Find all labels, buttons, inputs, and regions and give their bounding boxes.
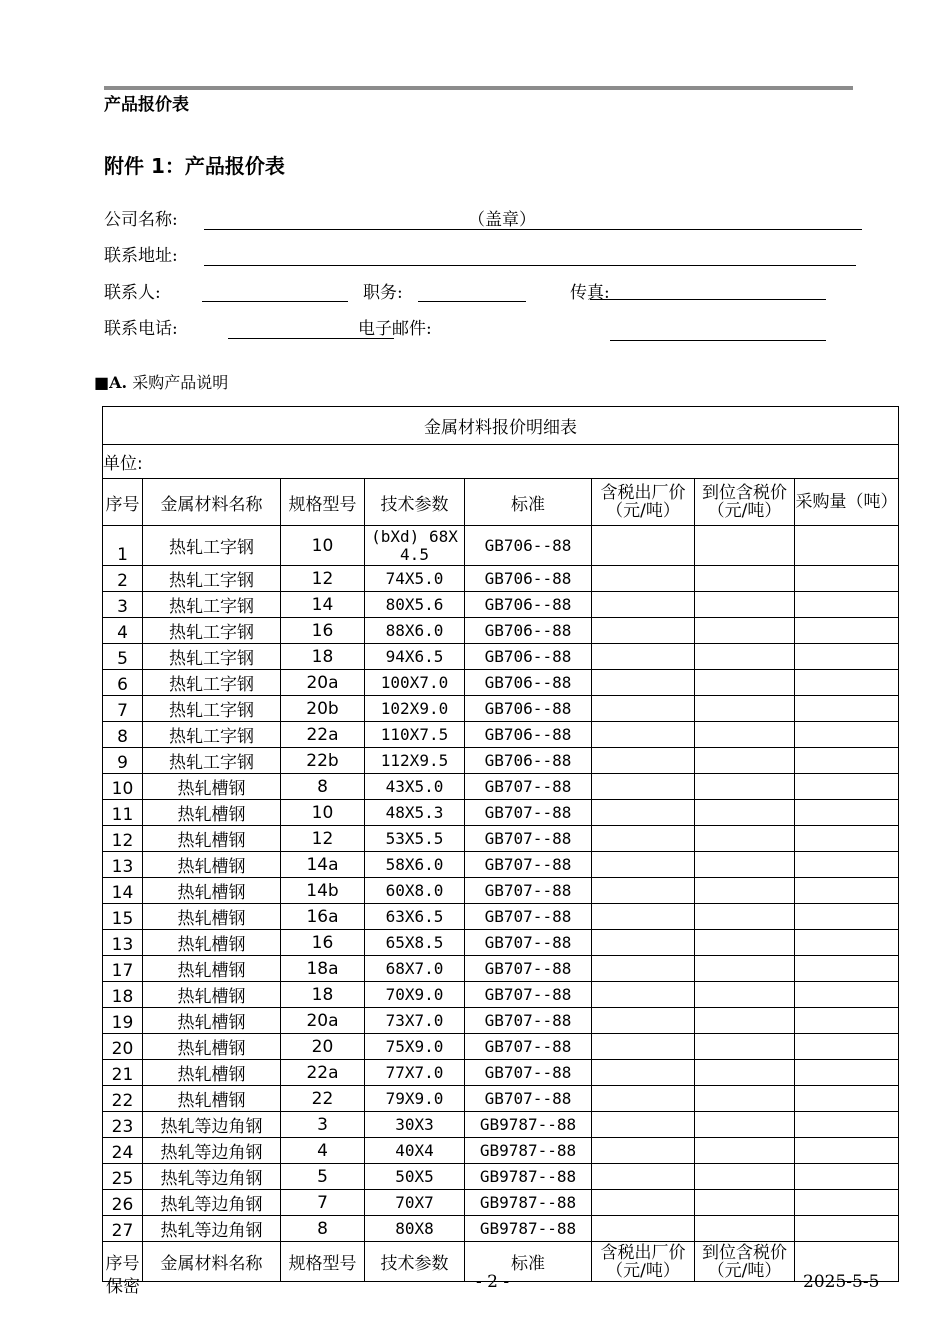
table-header-row (103, 479, 899, 526)
footer-header-material-name: 金属材料名称 (143, 1242, 281, 1282)
row-seq: 3 (103, 592, 143, 618)
table-row (103, 956, 899, 982)
header-delivered-price: 到位含税价（元/吨） (695, 479, 795, 526)
row-factory-price-input[interactable] (592, 670, 695, 696)
row-factory-price-input[interactable] (592, 644, 695, 670)
row-tech-params: 68X7.0 (365, 956, 465, 982)
footer-header-factory-price: 含税出厂价（元/吨） (592, 1242, 695, 1282)
header-quantity: 采购量（吨） (795, 479, 899, 526)
table-row (103, 1164, 899, 1190)
row-standard: GB9787--88 (465, 1138, 592, 1164)
row-spec: 12 (281, 566, 365, 592)
contact-field[interactable] (202, 301, 348, 302)
section-text: 采购产品说明 (132, 373, 229, 392)
row-factory-price-input[interactable] (592, 722, 695, 748)
row-material-name: 热轧工字钢 (143, 566, 281, 592)
footer-page-number: - 2 - (476, 1272, 510, 1292)
row-factory-price-input[interactable] (592, 1008, 695, 1034)
row-standard: GB707--88 (465, 956, 592, 982)
row-material-name: 热轧槽钢 (143, 1008, 281, 1034)
row-spec: 20b (281, 696, 365, 722)
table-row (103, 644, 899, 670)
row-spec: 22a (281, 1060, 365, 1086)
table-row (103, 1112, 899, 1138)
row-material-name: 热轧工字钢 (143, 670, 281, 696)
row-quantity-input[interactable] (795, 566, 899, 592)
row-seq: 25 (103, 1164, 143, 1190)
row-tech-params: 53X5.5 (365, 826, 465, 852)
row-quantity-input[interactable] (795, 1086, 899, 1112)
row-seq: 15 (103, 904, 143, 930)
row-delivered-price-input[interactable] (695, 722, 795, 748)
row-seq: 1 (103, 526, 143, 566)
row-delivered-price-input[interactable] (695, 1112, 795, 1138)
table-row (103, 800, 899, 826)
row-seq: 10 (103, 774, 143, 800)
row-factory-price-input[interactable] (592, 566, 695, 592)
row-factory-price-input[interactable] (592, 1060, 695, 1086)
row-tech-params: 100X7.0 (365, 670, 465, 696)
row-standard: GB706--88 (465, 722, 592, 748)
row-material-name: 热轧等边角钢 (143, 1164, 281, 1190)
row-delivered-price-input[interactable] (695, 618, 795, 644)
row-seq: 6 (103, 670, 143, 696)
table-row (103, 748, 899, 774)
row-quantity-input[interactable] (795, 1008, 899, 1034)
row-seq: 2 (103, 566, 143, 592)
header-tech-params: 技术参数 (365, 479, 465, 526)
row-factory-price-input[interactable] (592, 1086, 695, 1112)
row-standard: GB706--88 (465, 696, 592, 722)
row-quantity-input[interactable] (795, 1190, 899, 1216)
row-quantity-input[interactable] (795, 1034, 899, 1060)
row-tech-params: 79X9.0 (365, 1086, 465, 1112)
row-spec: 22b (281, 748, 365, 774)
row-quantity-input[interactable] (795, 852, 899, 878)
row-delivered-price-input[interactable] (695, 826, 795, 852)
row-seq: 9 (103, 748, 143, 774)
row-standard: GB707--88 (465, 1008, 592, 1034)
row-factory-price-input[interactable] (592, 748, 695, 774)
section-a-heading (94, 370, 228, 393)
row-material-name: 热轧工字钢 (143, 618, 281, 644)
row-tech-params: (bXd) 68X 4.5 (365, 526, 465, 566)
row-material-name: 热轧槽钢 (143, 1086, 281, 1112)
row-factory-price-input[interactable] (592, 904, 695, 930)
row-quantity-input[interactable] (795, 722, 899, 748)
row-delivered-price-input[interactable] (695, 774, 795, 800)
row-factory-price-input[interactable] (592, 1164, 695, 1190)
row-seq: 7 (103, 696, 143, 722)
row-material-name: 热轧槽钢 (143, 852, 281, 878)
row-quantity-input[interactable] (795, 526, 899, 566)
row-material-name: 热轧工字钢 (143, 592, 281, 618)
footer-confidential: 保密 (106, 1277, 140, 1297)
row-delivered-price-input[interactable] (695, 1138, 795, 1164)
row-factory-price-input[interactable] (592, 930, 695, 956)
row-standard: GB706--88 (465, 748, 592, 774)
row-standard: GB707--88 (465, 904, 592, 930)
table-row (103, 826, 899, 852)
row-factory-price-input[interactable] (592, 1138, 695, 1164)
row-seq: 5 (103, 644, 143, 670)
row-quantity-input[interactable] (795, 1216, 899, 1242)
row-quantity-input[interactable] (795, 1112, 899, 1138)
row-standard: GB707--88 (465, 1060, 592, 1086)
header-factory-price: 含税出厂价（元/吨） (592, 479, 695, 526)
row-standard: GB706--88 (465, 526, 592, 566)
row-quantity-input[interactable] (795, 1060, 899, 1086)
row-tech-params: 75X9.0 (365, 1034, 465, 1060)
row-spec: 10 (281, 800, 365, 826)
row-spec: 14 (281, 592, 365, 618)
row-delivered-price-input[interactable] (695, 852, 795, 878)
row-tech-params: 40X4 (365, 1138, 465, 1164)
table-row (103, 852, 899, 878)
row-delivered-price-input[interactable] (695, 696, 795, 722)
row-tech-params: 102X9.0 (365, 696, 465, 722)
row-material-name: 热轧槽钢 (143, 774, 281, 800)
row-material-name: 热轧槽钢 (143, 904, 281, 930)
row-spec: 3 (281, 1112, 365, 1138)
row-spec: 16 (281, 930, 365, 956)
row-material-name: 热轧槽钢 (143, 982, 281, 1008)
row-factory-price-input[interactable] (592, 1190, 695, 1216)
row-spec: 18 (281, 982, 365, 1008)
row-seq: 21 (103, 1060, 143, 1086)
header-standard: 标准 (465, 479, 592, 526)
row-tech-params: 73X7.0 (365, 1008, 465, 1034)
row-standard: GB707--88 (465, 878, 592, 904)
row-standard: GB707--88 (465, 826, 592, 852)
row-spec: 20 (281, 1034, 365, 1060)
row-seq: 13 (103, 930, 143, 956)
row-standard: GB707--88 (465, 1034, 592, 1060)
row-tech-params: 43X5.0 (365, 774, 465, 800)
table-row (103, 982, 899, 1008)
row-factory-price-input[interactable] (592, 956, 695, 982)
row-delivered-price-input[interactable] (695, 1164, 795, 1190)
row-seq: 19 (103, 1008, 143, 1034)
row-spec: 12 (281, 826, 365, 852)
footer-header-seq: 序号 (103, 1242, 143, 1282)
row-seq: 24 (103, 1138, 143, 1164)
row-quantity-input[interactable] (795, 800, 899, 826)
row-spec: 4 (281, 1138, 365, 1164)
row-factory-price-input[interactable] (592, 982, 695, 1008)
row-seq: 11 (103, 800, 143, 826)
row-spec: 14a (281, 852, 365, 878)
attachment-title: 附件 1：产品报价表 (104, 154, 285, 178)
table-row (103, 592, 899, 618)
row-spec: 20a (281, 1008, 365, 1034)
table-row (103, 774, 899, 800)
row-seq: 23 (103, 1112, 143, 1138)
row-delivered-price-input[interactable] (695, 956, 795, 982)
row-spec: 20a (281, 670, 365, 696)
row-standard: GB707--88 (465, 1086, 592, 1112)
position-field[interactable] (418, 301, 526, 302)
row-quantity-input[interactable] (795, 826, 899, 852)
table-row (103, 722, 899, 748)
row-factory-price-input[interactable] (592, 1112, 695, 1138)
row-seq: 14 (103, 878, 143, 904)
row-factory-price-input[interactable] (592, 800, 695, 826)
row-delivered-price-input[interactable] (695, 566, 795, 592)
row-delivered-price-input[interactable] (695, 904, 795, 930)
seal-note: （盖章） (468, 210, 536, 230)
row-seq: 17 (103, 956, 143, 982)
row-standard: GB706--88 (465, 566, 592, 592)
row-material-name: 热轧工字钢 (143, 696, 281, 722)
row-material-name: 热轧槽钢 (143, 800, 281, 826)
row-tech-params: 80X8 (365, 1216, 465, 1242)
header-spec: 规格型号 (281, 479, 365, 526)
table-row (103, 904, 899, 930)
row-tech-params: 112X9.5 (365, 748, 465, 774)
row-tech-params: 50X5 (365, 1164, 465, 1190)
fax-field[interactable] (590, 299, 826, 300)
section-marker: ■A. (94, 373, 128, 392)
row-quantity-input[interactable] (795, 904, 899, 930)
row-seq: 18 (103, 982, 143, 1008)
row-delivered-price-input[interactable] (695, 1008, 795, 1034)
row-tech-params: 77X7.0 (365, 1060, 465, 1086)
row-material-name: 热轧槽钢 (143, 1034, 281, 1060)
row-factory-price-input[interactable] (592, 696, 695, 722)
fax-label: 传真: (570, 283, 610, 303)
row-material-name: 热轧工字钢 (143, 748, 281, 774)
unit-label: 单位: (103, 445, 899, 479)
row-spec: 22a (281, 722, 365, 748)
row-tech-params: 94X6.5 (365, 644, 465, 670)
row-material-name: 热轧等边角钢 (143, 1112, 281, 1138)
row-spec: 8 (281, 1216, 365, 1242)
row-delivered-price-input[interactable] (695, 592, 795, 618)
row-quantity-input[interactable] (795, 696, 899, 722)
address-field[interactable] (204, 265, 856, 266)
row-standard: GB9787--88 (465, 1216, 592, 1242)
table-row (103, 1138, 899, 1164)
table-title: 金属材料报价明细表 (103, 407, 899, 445)
row-tech-params: 70X9.0 (365, 982, 465, 1008)
row-material-name: 热轧等边角钢 (143, 1190, 281, 1216)
row-quantity-input[interactable] (795, 1164, 899, 1190)
table-row (103, 1060, 899, 1086)
row-quantity-input[interactable] (795, 670, 899, 696)
row-delivered-price-input[interactable] (695, 1086, 795, 1112)
quotation-table (102, 406, 899, 1282)
table-row (103, 1034, 899, 1060)
row-quantity-input[interactable] (795, 1138, 899, 1164)
row-seq: 22 (103, 1086, 143, 1112)
footer-header-tech-params: 技术参数 (365, 1242, 465, 1282)
row-tech-params: 80X5.6 (365, 592, 465, 618)
row-seq: 8 (103, 722, 143, 748)
phone-label: 联系电话: (104, 319, 178, 339)
table-row (103, 878, 899, 904)
row-spec: 14b (281, 878, 365, 904)
table-row (103, 1190, 899, 1216)
row-material-name: 热轧槽钢 (143, 956, 281, 982)
footer-date: 2025-5-5 (803, 1272, 880, 1292)
header-material-name: 金属材料名称 (143, 479, 281, 526)
table-row (103, 566, 899, 592)
row-quantity-input[interactable] (795, 592, 899, 618)
row-tech-params: 48X5.3 (365, 800, 465, 826)
row-spec: 16a (281, 904, 365, 930)
row-quantity-input[interactable] (795, 618, 899, 644)
row-seq: 12 (103, 826, 143, 852)
row-quantity-input[interactable] (795, 956, 899, 982)
table-row (103, 696, 899, 722)
row-standard: GB9787--88 (465, 1164, 592, 1190)
row-tech-params: 58X6.0 (365, 852, 465, 878)
row-standard: GB707--88 (465, 852, 592, 878)
row-standard: GB706--88 (465, 618, 592, 644)
row-spec: 7 (281, 1190, 365, 1216)
row-delivered-price-input[interactable] (695, 670, 795, 696)
row-delivered-price-input[interactable] (695, 644, 795, 670)
row-spec: 10 (281, 526, 365, 566)
row-delivered-price-input[interactable] (695, 1216, 795, 1242)
address-label: 联系地址: (104, 246, 178, 266)
row-delivered-price-input[interactable] (695, 526, 795, 566)
row-standard: GB9787--88 (465, 1112, 592, 1138)
row-factory-price-input[interactable] (592, 826, 695, 852)
row-tech-params: 63X6.5 (365, 904, 465, 930)
row-spec: 18 (281, 644, 365, 670)
table-row (103, 1008, 899, 1034)
header-seq: 序号 (103, 479, 143, 526)
table-row (103, 930, 899, 956)
email-field[interactable] (610, 340, 826, 341)
row-standard: GB707--88 (465, 982, 592, 1008)
row-standard: GB707--88 (465, 800, 592, 826)
table-row (103, 1216, 899, 1242)
row-material-name: 热轧槽钢 (143, 826, 281, 852)
row-delivered-price-input[interactable] (695, 1034, 795, 1060)
row-standard: GB706--88 (465, 592, 592, 618)
row-tech-params: 88X6.0 (365, 618, 465, 644)
row-seq: 13 (103, 852, 143, 878)
row-spec: 5 (281, 1164, 365, 1190)
row-factory-price-input[interactable] (592, 852, 695, 878)
row-delivered-price-input[interactable] (695, 748, 795, 774)
email-label: 电子邮件: (358, 319, 432, 339)
row-standard: GB706--88 (465, 670, 592, 696)
row-quantity-input[interactable] (795, 644, 899, 670)
position-label: 职务: (363, 283, 403, 303)
row-quantity-input[interactable] (795, 878, 899, 904)
page-header-title: 产品报价表 (104, 95, 189, 115)
row-quantity-input[interactable] (795, 748, 899, 774)
row-material-name: 热轧槽钢 (143, 878, 281, 904)
row-seq: 20 (103, 1034, 143, 1060)
row-material-name: 热轧等边角钢 (143, 1138, 281, 1164)
table-row (103, 1086, 899, 1112)
row-tech-params: 60X8.0 (365, 878, 465, 904)
row-factory-price-input[interactable] (592, 526, 695, 566)
footer-header-spec: 规格型号 (281, 1242, 365, 1282)
row-spec: 16 (281, 618, 365, 644)
row-factory-price-input[interactable] (592, 618, 695, 644)
row-material-name: 热轧工字钢 (143, 526, 281, 566)
header-rule (104, 86, 853, 90)
row-delivered-price-input[interactable] (695, 878, 795, 904)
row-seq: 4 (103, 618, 143, 644)
row-quantity-input[interactable] (795, 930, 899, 956)
row-factory-price-input[interactable] (592, 1034, 695, 1060)
company-name-label: 公司名称: (104, 210, 178, 230)
row-standard: GB707--88 (465, 774, 592, 800)
contact-label: 联系人: (104, 283, 161, 303)
row-standard: GB707--88 (465, 930, 592, 956)
footer-header-delivered-price: 到位含税价（元/吨） (695, 1242, 795, 1282)
row-tech-params: 74X5.0 (365, 566, 465, 592)
row-quantity-input[interactable] (795, 982, 899, 1008)
row-factory-price-input[interactable] (592, 592, 695, 618)
row-delivered-price-input[interactable] (695, 1060, 795, 1086)
table-row (103, 526, 899, 566)
row-material-name: 热轧工字钢 (143, 722, 281, 748)
row-material-name: 热轧槽钢 (143, 930, 281, 956)
table-row (103, 670, 899, 696)
row-tech-params: 30X3 (365, 1112, 465, 1138)
table-row (103, 618, 899, 644)
row-spec: 18a (281, 956, 365, 982)
row-seq: 27 (103, 1216, 143, 1242)
row-tech-params: 70X7 (365, 1190, 465, 1216)
row-delivered-price-input[interactable] (695, 800, 795, 826)
row-material-name: 热轧槽钢 (143, 1060, 281, 1086)
row-seq: 26 (103, 1190, 143, 1216)
row-spec: 22 (281, 1086, 365, 1112)
row-tech-params: 110X7.5 (365, 722, 465, 748)
row-material-name: 热轧工字钢 (143, 644, 281, 670)
row-delivered-price-input[interactable] (695, 1190, 795, 1216)
row-material-name: 热轧等边角钢 (143, 1216, 281, 1242)
row-factory-price-input[interactable] (592, 878, 695, 904)
row-standard: GB706--88 (465, 644, 592, 670)
footer-header-standard: 标准 (465, 1242, 592, 1282)
row-delivered-price-input[interactable] (695, 930, 795, 956)
row-delivered-price-input[interactable] (695, 982, 795, 1008)
row-quantity-input[interactable] (795, 774, 899, 800)
row-factory-price-input[interactable] (592, 774, 695, 800)
row-tech-params: 65X8.5 (365, 930, 465, 956)
row-standard: GB9787--88 (465, 1190, 592, 1216)
row-factory-price-input[interactable] (592, 1216, 695, 1242)
row-spec: 8 (281, 774, 365, 800)
